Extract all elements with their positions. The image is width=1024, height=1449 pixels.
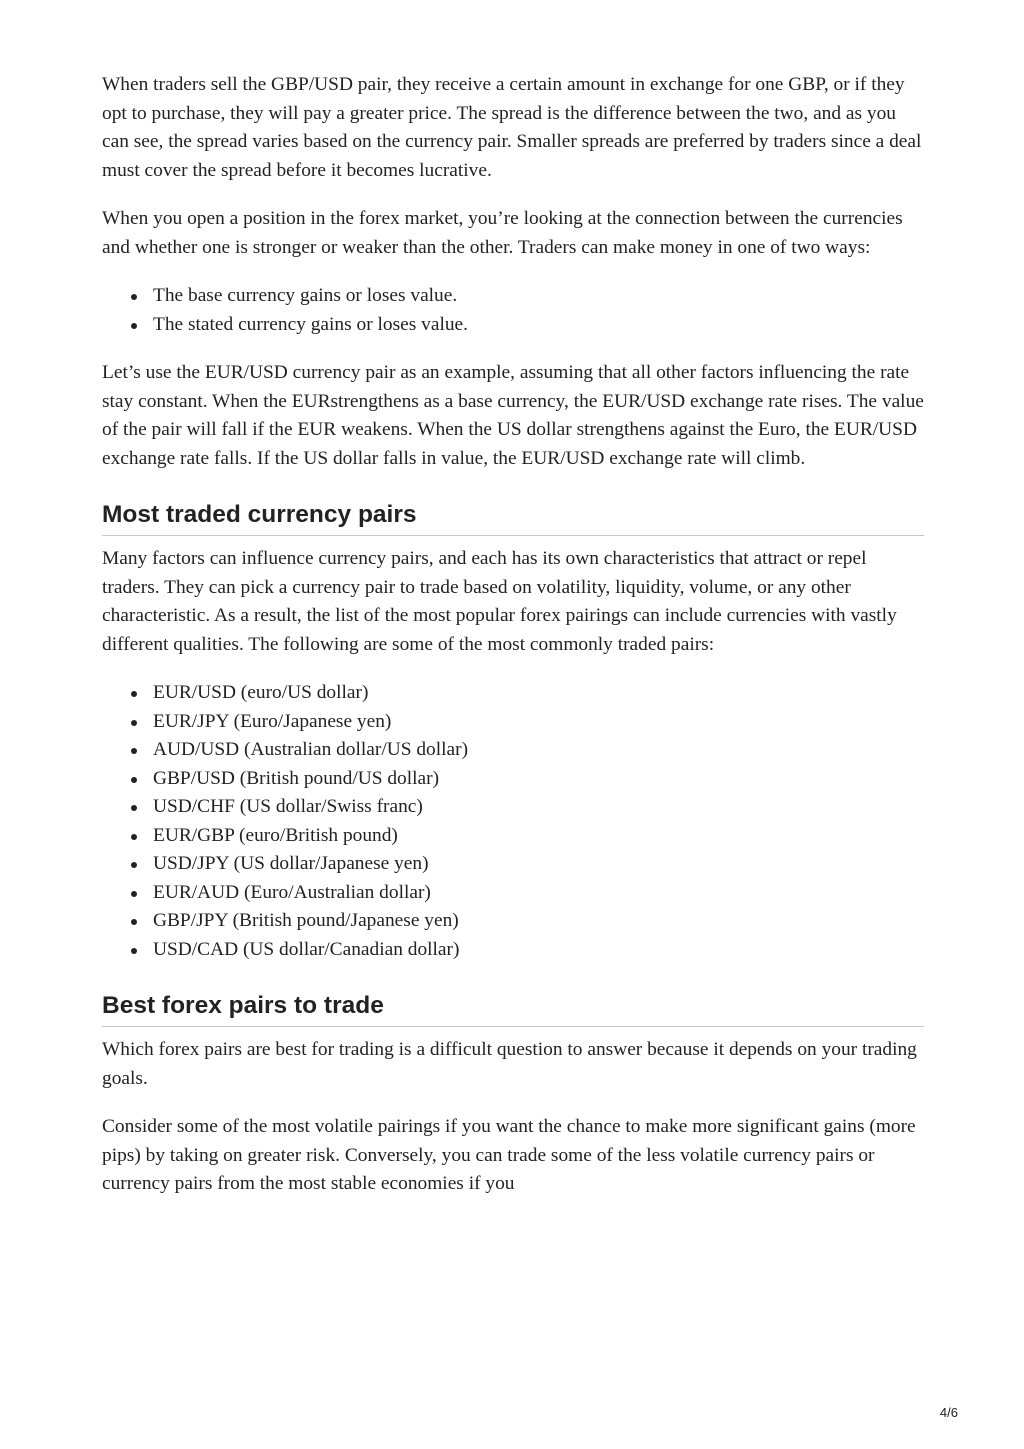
paragraph-best-pairs-volatile: Consider some of the most volatile pairings if you want the chance to make more significant gains (more pips) by taking on greater risk. Conversely, you can trade some of the less volatile currency pairs or currency pairs from the most stable economies if you: [102, 1116, 916, 1194]
paragraph-most-traded: Many factors can influence currency pairs, and each has its own characteristics that attract or repel traders. They can pick a currency pair to trade based on volatility, liquidity, volume, or any other characteristic. As a result, the list of the most popular forex pairings can include currencies with vastly different qualities. The following are some of the most commonly traded pairs:: [102, 548, 897, 655]
article-body: [102, 71, 924, 1219]
paragraph-example: Let’s use the EUR/USD currency pair as an example, assuming that all other factors influencing the rate stay constant. When the EURstrengthens as a base currency, the EUR/USD exchange rate rises. The value of the pair will fall if the EUR weakens. When the US dollar strengthens against the Euro, the EUR/USD exchange rate falls. If the US dollar falls in value, the EUR/USD exchange rate will climb.: [102, 362, 924, 469]
list-item: EUR/JPY (Euro/Japanese yen): [153, 708, 924, 737]
list-item: EUR/GBP (euro/British pound): [153, 822, 924, 851]
list-item: EUR/USD (euro/US dollar): [153, 679, 924, 708]
list-item: USD/CHF (US dollar/Swiss franc): [153, 793, 924, 822]
list-item: GBP/USD (British pound/US dollar): [153, 765, 924, 794]
paragraph-spread: When traders sell the GBP/USD pair, they receive a certain amount in exchange for one GBP, or if they opt to purchase, they will pay a greater price. The spread is the difference between the two, and as you can see, the spread varies based on the currency pair. Smaller spreads are preferred by traders since a deal must cover the spread before it becomes lucrative.: [102, 74, 922, 181]
list-item: GBP/JPY (British pound/Japanese yen): [153, 907, 924, 936]
list-item: AUD/USD (Australian dollar/US dollar): [153, 736, 924, 765]
paragraph-position: When you open a position in the forex market, you’re looking at the connection between the currencies and whether one is stronger or weaker than the other. Traders can make money in one of two ways:: [102, 208, 903, 258]
heading-best-pairs: Best forex pairs to trade: [102, 990, 924, 1027]
heading-most-traded: Most traded currency pairs: [102, 499, 924, 536]
list-item: The stated currency gains or loses value.: [153, 311, 924, 340]
list-item: EUR/AUD (Euro/Australian dollar): [153, 879, 924, 908]
list-item: USD/CAD (US dollar/Canadian dollar): [153, 936, 924, 965]
paragraph-best-pairs-intro: Which forex pairs are best for trading is a difficult question to answer because it depends on your trading goals.: [102, 1039, 917, 1089]
page-number: 4/6: [939, 1405, 958, 1420]
list-item: USD/JPY (US dollar/Japanese yen): [153, 850, 924, 879]
currency-pairs-list: [102, 679, 924, 964]
list-item: The base currency gains or loses value.: [153, 282, 924, 311]
ways-list: [102, 282, 924, 339]
